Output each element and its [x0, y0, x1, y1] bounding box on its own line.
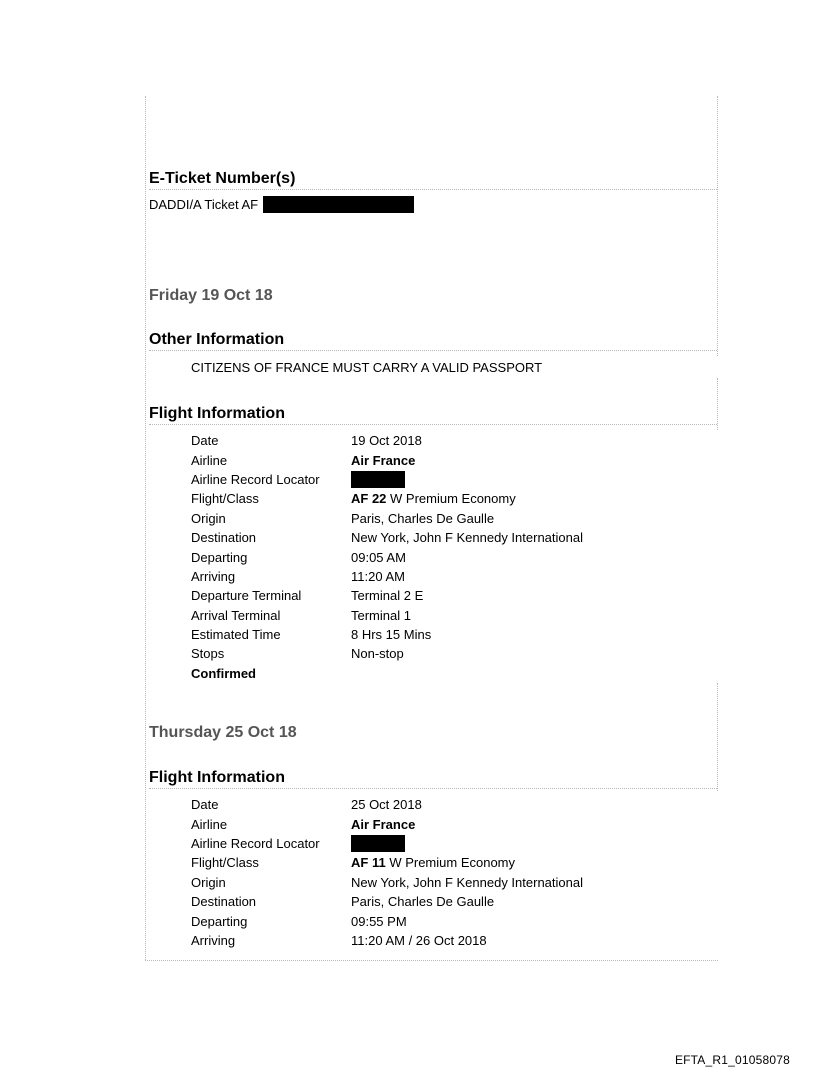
row-value: New York, John F Kennedy International — [351, 530, 583, 546]
row-value: Terminal 1 — [351, 607, 411, 623]
eticket-text: DADDI/A Ticket AF — [149, 197, 259, 212]
row-label: Airline — [191, 452, 228, 468]
record-locator-redaction — [351, 471, 405, 488]
row-value — [351, 855, 515, 870]
row-value: Air France — [351, 816, 416, 832]
segment2-flight-table — [191, 795, 583, 950]
segment1-other-info-heading: Other Information — [149, 330, 717, 351]
booking-status: Confirmed — [191, 665, 256, 681]
eticket-line — [149, 196, 414, 213]
segment1-day-heading: Friday 19 Oct 18 — [149, 287, 273, 304]
row-value: 25 Oct 2018 — [351, 797, 422, 813]
row-label: Origin — [191, 874, 226, 890]
table-row — [191, 586, 583, 605]
segment1-passport-notice: CITIZENS OF FRANCE MUST CARRY A VALID PASSPORT — [191, 360, 543, 375]
ticket-number-redaction — [263, 196, 414, 213]
row-label: Airline — [191, 816, 228, 832]
table-row — [191, 625, 583, 644]
row-label: Stops — [191, 646, 225, 662]
table-row — [191, 567, 583, 586]
row-label: Airline Record Locator — [191, 835, 320, 851]
row-label: Airline Record Locator — [191, 471, 320, 487]
row-label: Arriving — [191, 568, 236, 584]
row-label: Date — [191, 433, 219, 449]
row-value: 11:20 AM — [351, 568, 405, 584]
row-value: Terminal 2 E — [351, 588, 424, 604]
segment1-flight-table — [191, 431, 583, 683]
row-value: 11:20 AM / 26 Oct 2018 — [351, 932, 487, 948]
table-row — [191, 834, 583, 853]
table-row — [191, 470, 583, 489]
frame-right-border-3 — [717, 683, 718, 791]
frame-left-border — [145, 96, 146, 960]
row-value: New York, John F Kennedy International — [351, 874, 583, 890]
table-row — [191, 911, 583, 930]
row-value: Paris, Charles De Gaulle — [351, 510, 495, 526]
row-label: Departure Terminal — [191, 588, 302, 604]
flight-number: AF 11 — [351, 855, 386, 871]
flight-class: W Premium Economy — [390, 491, 516, 507]
row-label: Estimated Time — [191, 627, 281, 643]
row-label: Origin — [191, 510, 226, 526]
table-row — [191, 644, 583, 663]
row-label: Arriving — [191, 932, 236, 948]
frame-bottom-border — [145, 960, 718, 961]
flight-class: W Premium Economy — [389, 855, 516, 871]
frame-right-border-2 — [717, 378, 718, 430]
table-row — [191, 892, 583, 911]
document-id: EFTA_R1_01058078 — [674, 1053, 790, 1067]
frame-right-border-1 — [717, 96, 718, 356]
row-label: Arrival Terminal — [191, 607, 281, 623]
table-row — [191, 606, 583, 625]
segment1-flight-heading: Flight Information — [149, 404, 717, 425]
table-row — [191, 509, 583, 528]
row-value: 09:05 AM — [351, 549, 406, 565]
record-locator-redaction — [351, 835, 405, 852]
segment2-flight-heading: Flight Information — [149, 768, 717, 789]
table-row — [191, 431, 583, 450]
eticket-heading: E-Ticket Number(s) — [149, 169, 717, 190]
table-row — [191, 450, 583, 469]
row-value: Paris, Charles De Gaulle — [351, 894, 495, 910]
row-label: Departing — [191, 913, 248, 929]
segment2-day-heading: Thursday 25 Oct 18 — [149, 724, 297, 741]
table-row — [191, 931, 583, 950]
table-row — [191, 873, 583, 892]
row-value: 19 Oct 2018 — [351, 433, 422, 449]
table-row — [191, 814, 583, 833]
row-value: 09:55 PM — [351, 913, 407, 929]
row-label: Destination — [191, 894, 257, 910]
flight-number: AF 22 — [351, 491, 387, 507]
table-row — [191, 547, 583, 566]
row-value: Air France — [351, 452, 416, 468]
table-row — [191, 489, 583, 508]
row-label: Flight/Class — [191, 855, 259, 871]
table-row — [191, 853, 583, 872]
row-value: 8 Hrs 15 Mins — [351, 627, 432, 643]
row-value — [351, 491, 516, 506]
row-label: Departing — [191, 549, 248, 565]
row-label: Destination — [191, 530, 257, 546]
row-label: Flight/Class — [191, 491, 259, 507]
table-row — [191, 795, 583, 814]
row-value: Non-stop — [351, 646, 404, 662]
row-label: Date — [191, 797, 219, 813]
table-row — [191, 528, 583, 547]
